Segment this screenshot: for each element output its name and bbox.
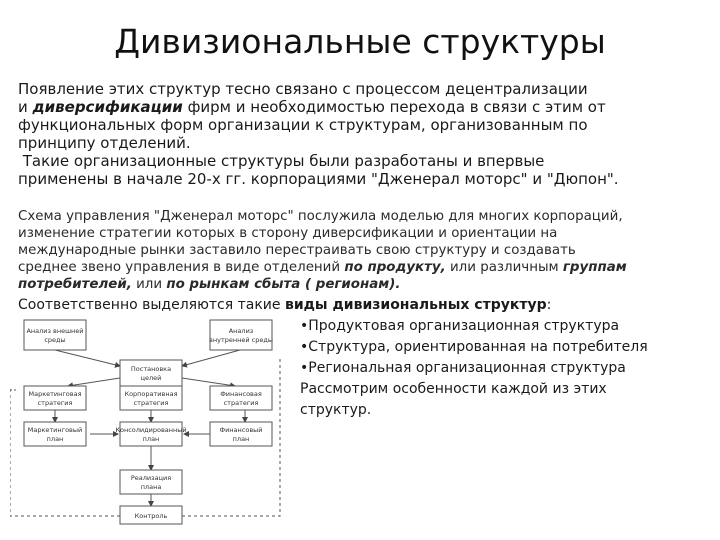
label-mkt-strat-2: стратегия [37,399,73,407]
label-fin-plan-2: план [232,435,250,443]
label-mkt-plan-2: план [46,435,64,443]
label-external-1: Анализ внешней [26,327,84,335]
paragraph-general-motors [18,208,718,293]
paragraph-decentralization [18,80,708,152]
label-mkt-strat-1: Маркетинговая [28,390,82,398]
box-internal-analysis [210,320,272,350]
paragraph-types-intro [18,296,708,314]
label-fin-plan-1: Финансовый [219,426,263,434]
para4-prefix: Соответственно выделяются такие [18,297,285,313]
label-cons-plan-1: Консолидированный [115,426,187,434]
list-item-consumer: •Структура, ориентированная на потребителя [300,339,648,355]
list-item-product: •Продуктовая организационная структура [300,318,620,334]
label-cons-plan-2: план [142,435,160,443]
para3-line-e [18,276,718,293]
label-corp-strat-2: стратегия [133,399,169,407]
label-fin-strat-2: стратегия [223,399,259,407]
planning-flow-diagram [10,316,295,534]
para3-line-d [18,259,718,276]
label-fin-strat-1: Финансовая [220,390,262,398]
label-corp-strat-1: Корпоративная [124,390,178,398]
label-impl-2: плана [140,483,162,491]
label-mkt-plan-1: Маркетинговый [27,426,83,434]
groups-term: группам [562,260,627,275]
para1-line-b-prefix: и [18,98,33,116]
para3-line-e-mid: или [131,277,167,292]
structure-types-list [300,316,710,421]
paragraph-history [18,152,708,188]
para3-line-d-prefix: среднее звено управления в виде отделений [18,260,345,275]
label-external-2: среды [44,336,66,344]
para4-suffix: : [546,297,552,313]
para1-line-c: функциональных форм организации к структурам, организованным по [18,116,588,134]
closing-line-b: структур. [300,402,372,418]
para2-line-a: Такие организационные структуры были разработаны и впервые [18,152,545,170]
label-goals-1: Постановка [130,365,172,373]
para1-line-d: принципу отделений. [18,134,191,152]
label-internal-1: Анализ [228,327,254,335]
para2-line-b: применены в начале 20-х гг. корпорациями "Дженерал моторс" и "Дюпон". [18,170,619,188]
by-markets-term: по рынкам сбыта ( регионам). [166,277,401,292]
para1-line-b [18,98,708,116]
para3-line-a: Схема управления "Дженерал моторс" послужила моделью для многих корпораций, [18,209,623,224]
label-impl-1: Реализация [130,474,172,482]
label-goals-2: целей [140,374,162,382]
divisional-types-term: виды дивизиональных структур [284,297,547,313]
box-goal-setting [120,360,182,386]
box-external-analysis [24,320,86,350]
list-item-regional: •Региональная организационная структура [300,360,626,376]
para3-line-b: изменение стратегии которых в сторону диверсификации и ориентации на [18,226,558,241]
slide-title: Дивизиональные структуры [114,22,606,61]
para3-line-d-mid: или различным [445,260,563,275]
diversification-term: диверсификации [32,98,183,116]
closing-line-a: Рассмотрим особенности каждой из этих [300,381,607,397]
para1-line-a: Появление этих структур тесно связано с процессом децентрализации [18,80,588,98]
label-control: Контроль [134,512,168,520]
label-internal-2: внутренней среды [209,336,273,344]
para1-line-b-rest: фирм и необходимостью перехода в связи с этим от [182,98,606,116]
by-product-term: по продукту, [344,260,446,275]
consumers-term: потребителей, [18,277,132,292]
para3-line-c: международные рынки заставило перестраивать свою структуру и создавать [18,243,576,258]
